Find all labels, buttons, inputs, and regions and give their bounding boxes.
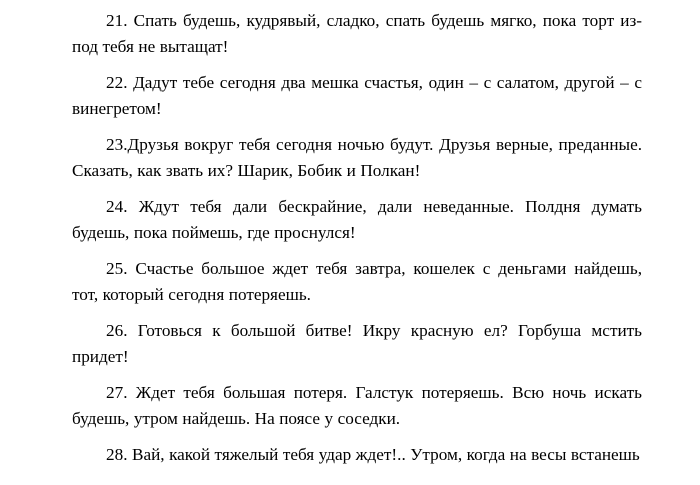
paragraph-28: 28. Вай, какой тяжелый тебя удар ждет!.. Утром, когда на весы встанешь	[106, 445, 640, 464]
paragraph-26: 26. Готовься к большой битве! Икру красную ел? Горбуша мстить придет!	[72, 321, 642, 366]
paragraph-23: 23.Друзья вокруг тебя сегодня ночью будут. Друзья верные, преданные. Сказать, как звать их? Шарик, Бобик и Полкан!	[72, 135, 642, 180]
paragraph-22: 22. Дадут тебе сегодня два мешка счастья, один – с салатом, другой – с винегретом!	[72, 73, 642, 118]
paragraph-24: 24. Ждут тебя дали бескрайние, дали неведанные. Полдня думать будешь, пока поймешь, где проснулся!	[72, 197, 642, 242]
paragraph-27: 27. Ждет тебя большая потеря. Галстук потеряешь. Всю ночь искать будешь, утром найдешь. На поясе у соседки.	[72, 383, 642, 428]
paragraph-21: 21. Спать будешь, кудрявый, сладко, спать будешь мягко, пока торт из-под тебя не вытащат!	[72, 11, 642, 56]
paragraph-25: 25. Счастье большое ждет тебя завтра, кошелек с деньгами найдешь, тот, который сегодня потеряешь.	[72, 259, 642, 304]
